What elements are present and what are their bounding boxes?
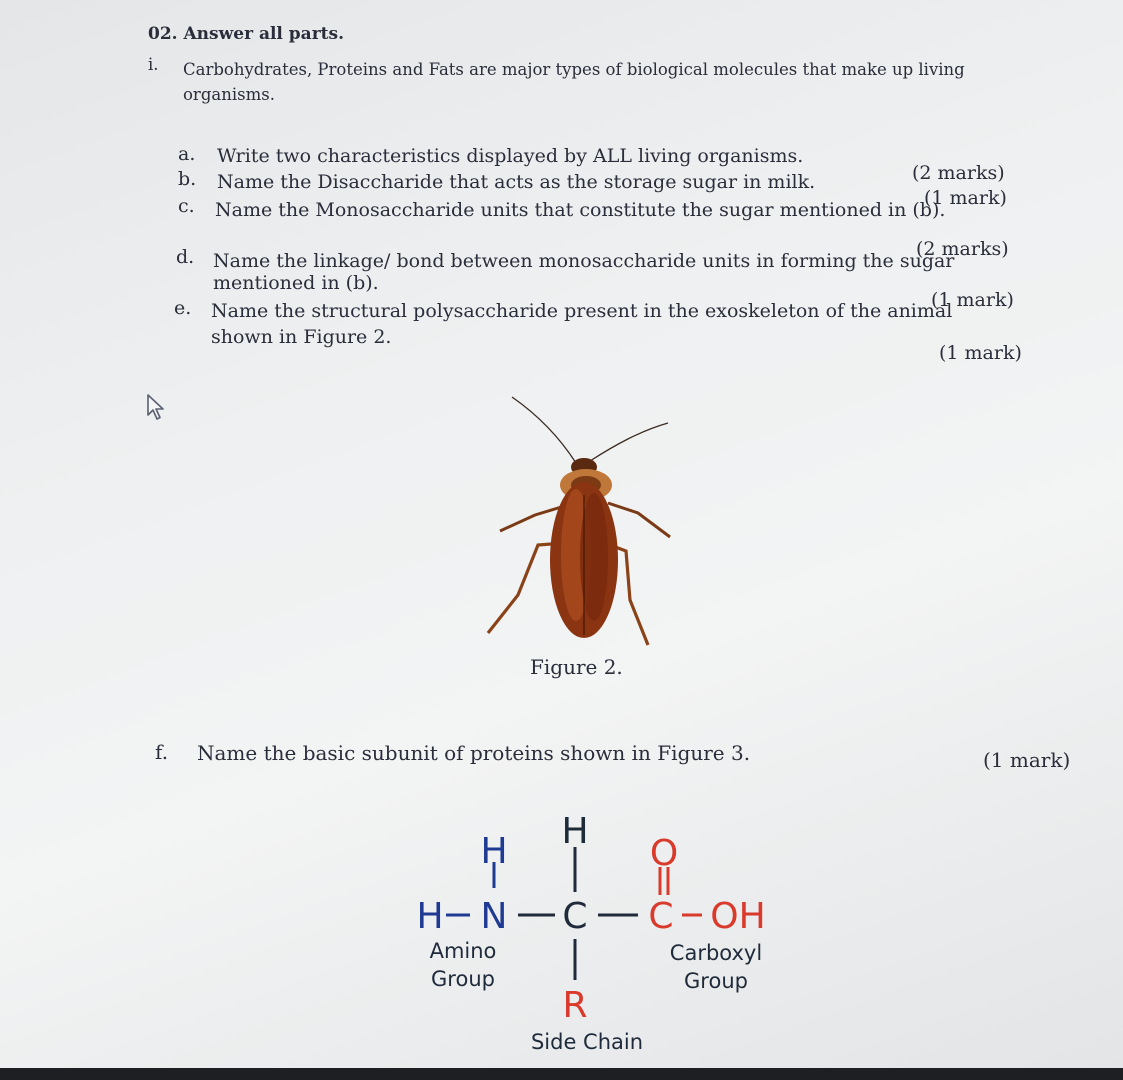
atom-c-alpha: C bbox=[562, 896, 588, 937]
sub-question-a-label: a. bbox=[178, 143, 196, 165]
part-i-text-line1: Carbohydrates, Proteins and Fats are major types of biological molecules that make up living bbox=[183, 60, 965, 79]
sub-question-a-text: Write two characteristics displayed by ALL living organisms. bbox=[217, 145, 804, 167]
sub-question-b-text: Name the Disaccharide that acts as the storage sugar in milk. bbox=[217, 171, 816, 193]
part-i-text-line2: organisms. bbox=[183, 85, 275, 104]
atom-h-c-top: H bbox=[561, 811, 589, 852]
atom-r: R bbox=[562, 985, 588, 1026]
amino-acid-structure bbox=[400, 805, 800, 1065]
amino-group-label-line1: Amino bbox=[429, 939, 497, 963]
sub-question-d-marks: (1 mark) bbox=[931, 289, 1014, 311]
sub-question-c-label: c. bbox=[178, 195, 195, 217]
part-f-text: Name the basic subunit of proteins shown in Figure 3. bbox=[197, 741, 751, 765]
sub-question-e-text-line1: Name the structural polysaccharide present in the exoskeleton of the animal bbox=[211, 300, 953, 322]
sub-question-b-label: b. bbox=[178, 168, 197, 190]
atom-c-carboxyl: C bbox=[648, 896, 674, 937]
sub-question-e-marks: (1 mark) bbox=[939, 342, 1022, 364]
part-i-label: i. bbox=[148, 55, 159, 74]
sub-question-d-text-line1: Name the linkage/ bond between monosaccharide units in forming the sugar bbox=[213, 250, 955, 272]
carboxyl-group-label-line2: Group bbox=[684, 969, 748, 993]
figure2-caption: Figure 2. bbox=[530, 655, 623, 679]
atom-h-left: H bbox=[416, 896, 444, 937]
atom-oh: OH bbox=[710, 896, 766, 937]
monitor-bezel bbox=[0, 1068, 1123, 1080]
sub-question-e-label: e. bbox=[174, 297, 192, 319]
cockroach-figure bbox=[480, 395, 680, 650]
sub-question-d-label: d. bbox=[176, 246, 195, 268]
part-f-label: f. bbox=[155, 740, 169, 764]
sub-question-a-marks: (2 marks) bbox=[912, 162, 1005, 184]
question-heading: 02. Answer all parts. bbox=[148, 24, 344, 44]
part-f-marks: (1 mark) bbox=[983, 748, 1071, 772]
side-chain-label: Side Chain bbox=[530, 1030, 644, 1054]
sub-question-b-marks: (1 mark) bbox=[924, 187, 1007, 209]
carboxyl-group-label-line1: Carboxyl bbox=[669, 941, 763, 965]
mouse-pointer-icon bbox=[146, 393, 170, 423]
sub-question-e-text-line2: shown in Figure 2. bbox=[211, 326, 392, 348]
sub-question-c-marks: (2 marks) bbox=[916, 238, 1009, 260]
atom-n: N bbox=[480, 896, 508, 937]
sub-question-c-text: Name the Monosaccharide units that constitute the sugar mentioned in (b). bbox=[215, 199, 946, 221]
amino-group-label-line2: Group bbox=[431, 967, 495, 991]
atom-h-n-top: H bbox=[480, 831, 508, 872]
atom-o-top: O bbox=[649, 833, 679, 874]
sub-question-d-text-line2: mentioned in (b). bbox=[213, 272, 379, 294]
